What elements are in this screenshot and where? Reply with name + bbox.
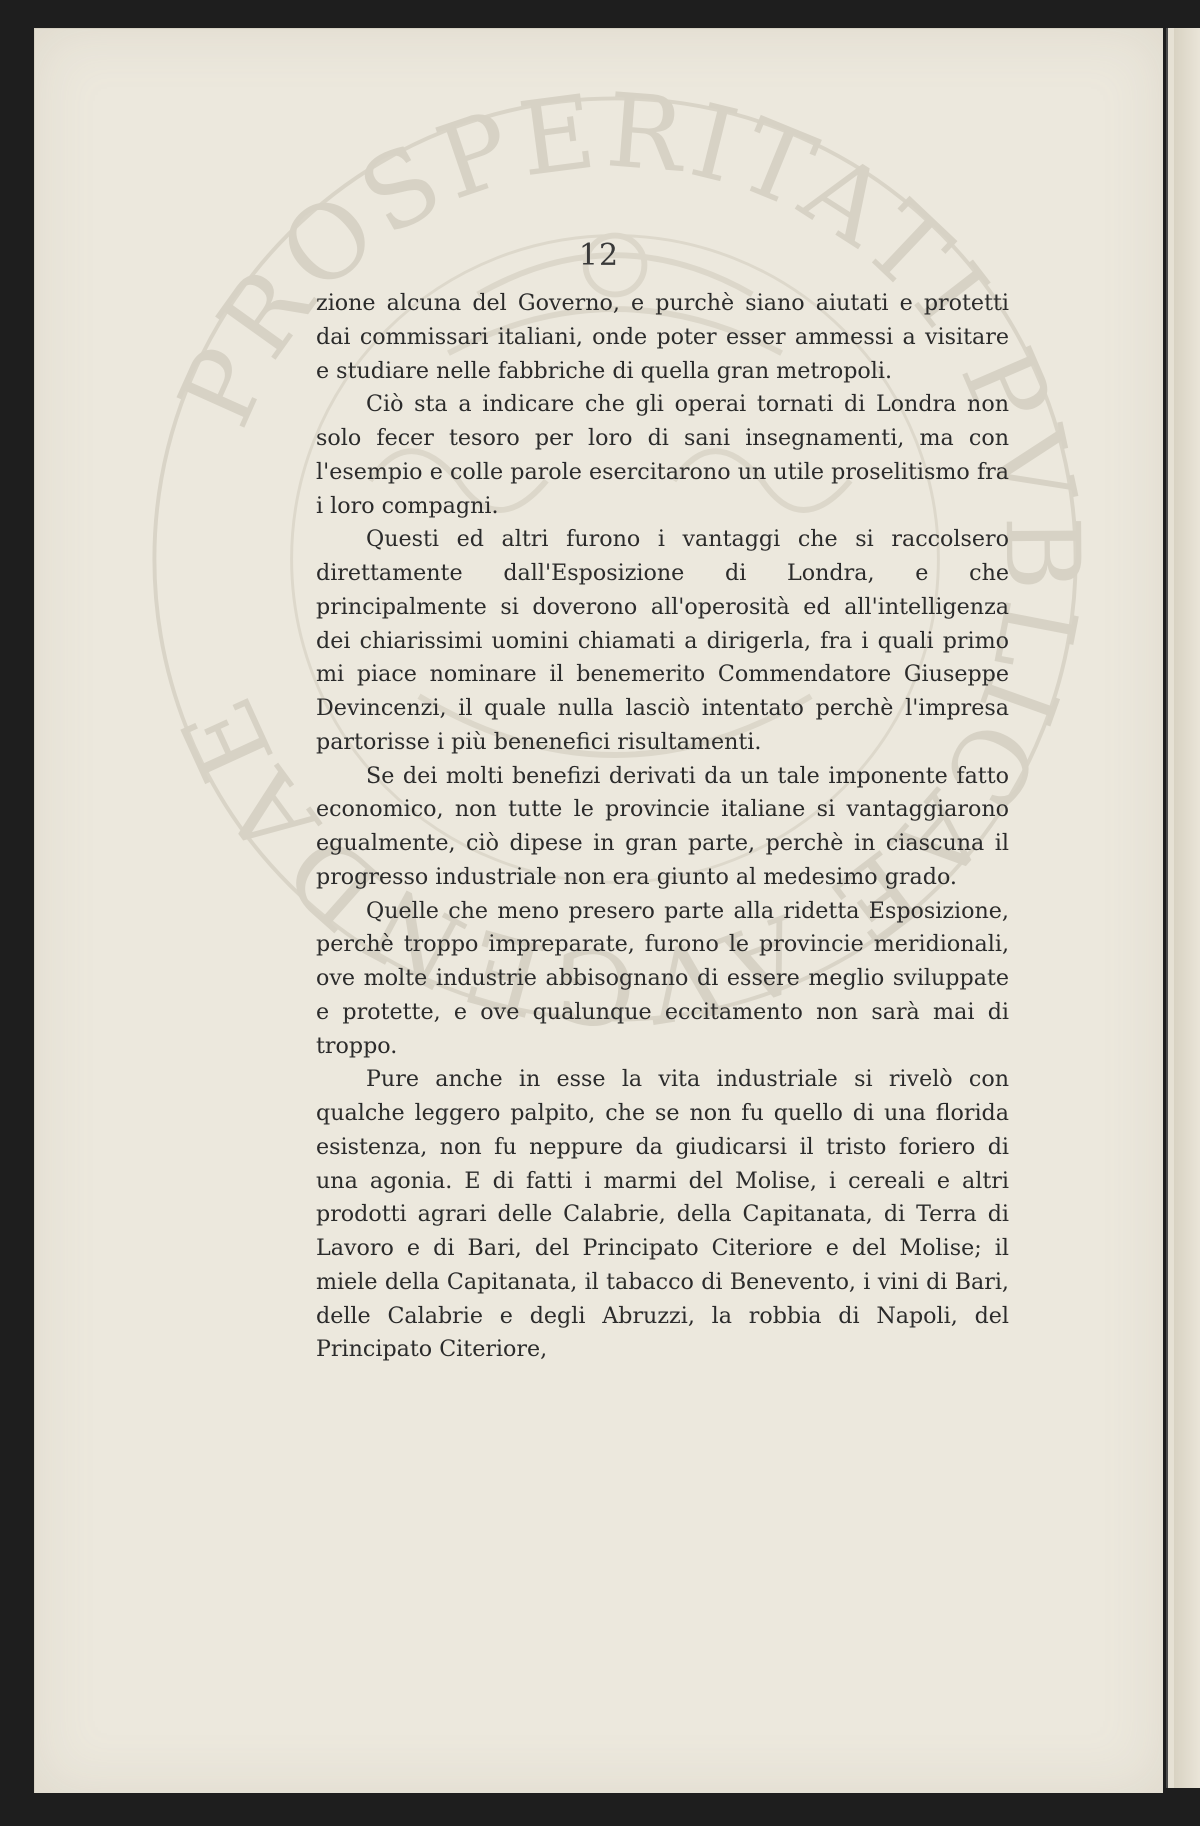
paragraph: zione alcuna del Governo, e purchè siano aiutati e protetti dai commissari italiani, onde poter esser ammessi a visitare e studiare nelle fabbriche di quella gran metropoli. xyxy=(316,290,1009,384)
paragraph: Questi ed altri furono i vantaggi che si raccolsero direttamente dall'Esposizione di Londra, e che principalmente si doverono all'operosità ed all'intelligenza dei chiarissimi uomini chiamati a dirigerla, fra i quali primo mi piace nominare il benemerito Commendatore Giuseppe Devincenzi, il quale nulla lasciò intentato perchè l'impresa partorisse i più benenefici risultamenti. xyxy=(316,526,1009,755)
paragraph: Se dei molti benefizi derivati da un tale imponente fatto economico, non tutte le provincie italiane si vantaggiarono egualmente, ciò dipese in gran parte, perchè in ciascuna il progresso industriale non era giunto al medesimo grado. xyxy=(316,762,1009,890)
paragraph: Quelle che meno presero parte alla ridetta Esposizione, perchè troppo impreparate, furono le provincie meridionali, ove molte industrie abbisognano di essere meglio sviluppate e protette, e ove qualunque eccitamento non sarà mai di troppo. xyxy=(316,897,1009,1059)
body-text xyxy=(316,287,1009,1367)
page-number: 12 xyxy=(578,238,620,273)
paragraph: Pure anche in esse la vita industriale si rivelò con qualche leggero palpito, che se non fu quello di una florida esistenza, non fu neppure da giudicarsi il tristo foriero di una agonia. E di fatti i marmi del Molise, i cereali e altri prodotti agrari delle Calabrie, della Capitanata, di Terra di Lavoro e di Bari, del Principato Citeriore e del Molise; il miele della Capitanata, il tabacco di Benevento, i vini di Bari, delle Calabrie e degli Abruzzi, la robbia di Napoli, del Principato Citeriore, xyxy=(316,1066,1009,1363)
book-page xyxy=(34,28,1163,1793)
paragraph: Ciò sta a indicare che gli operai tornati di Londra non solo fecer tesoro per loro di sani insegnamenti, ma con l'esempio e colle parole esercitarono un utile proselitismo fra i loro compagni. xyxy=(316,391,1009,519)
svg-text:PROSPERITATI PVBLICAE AVGENDAE: PROSPERITATI PVBLICAE AVGENDAE xyxy=(156,71,1102,1047)
next-page-edge xyxy=(1166,28,1200,1788)
